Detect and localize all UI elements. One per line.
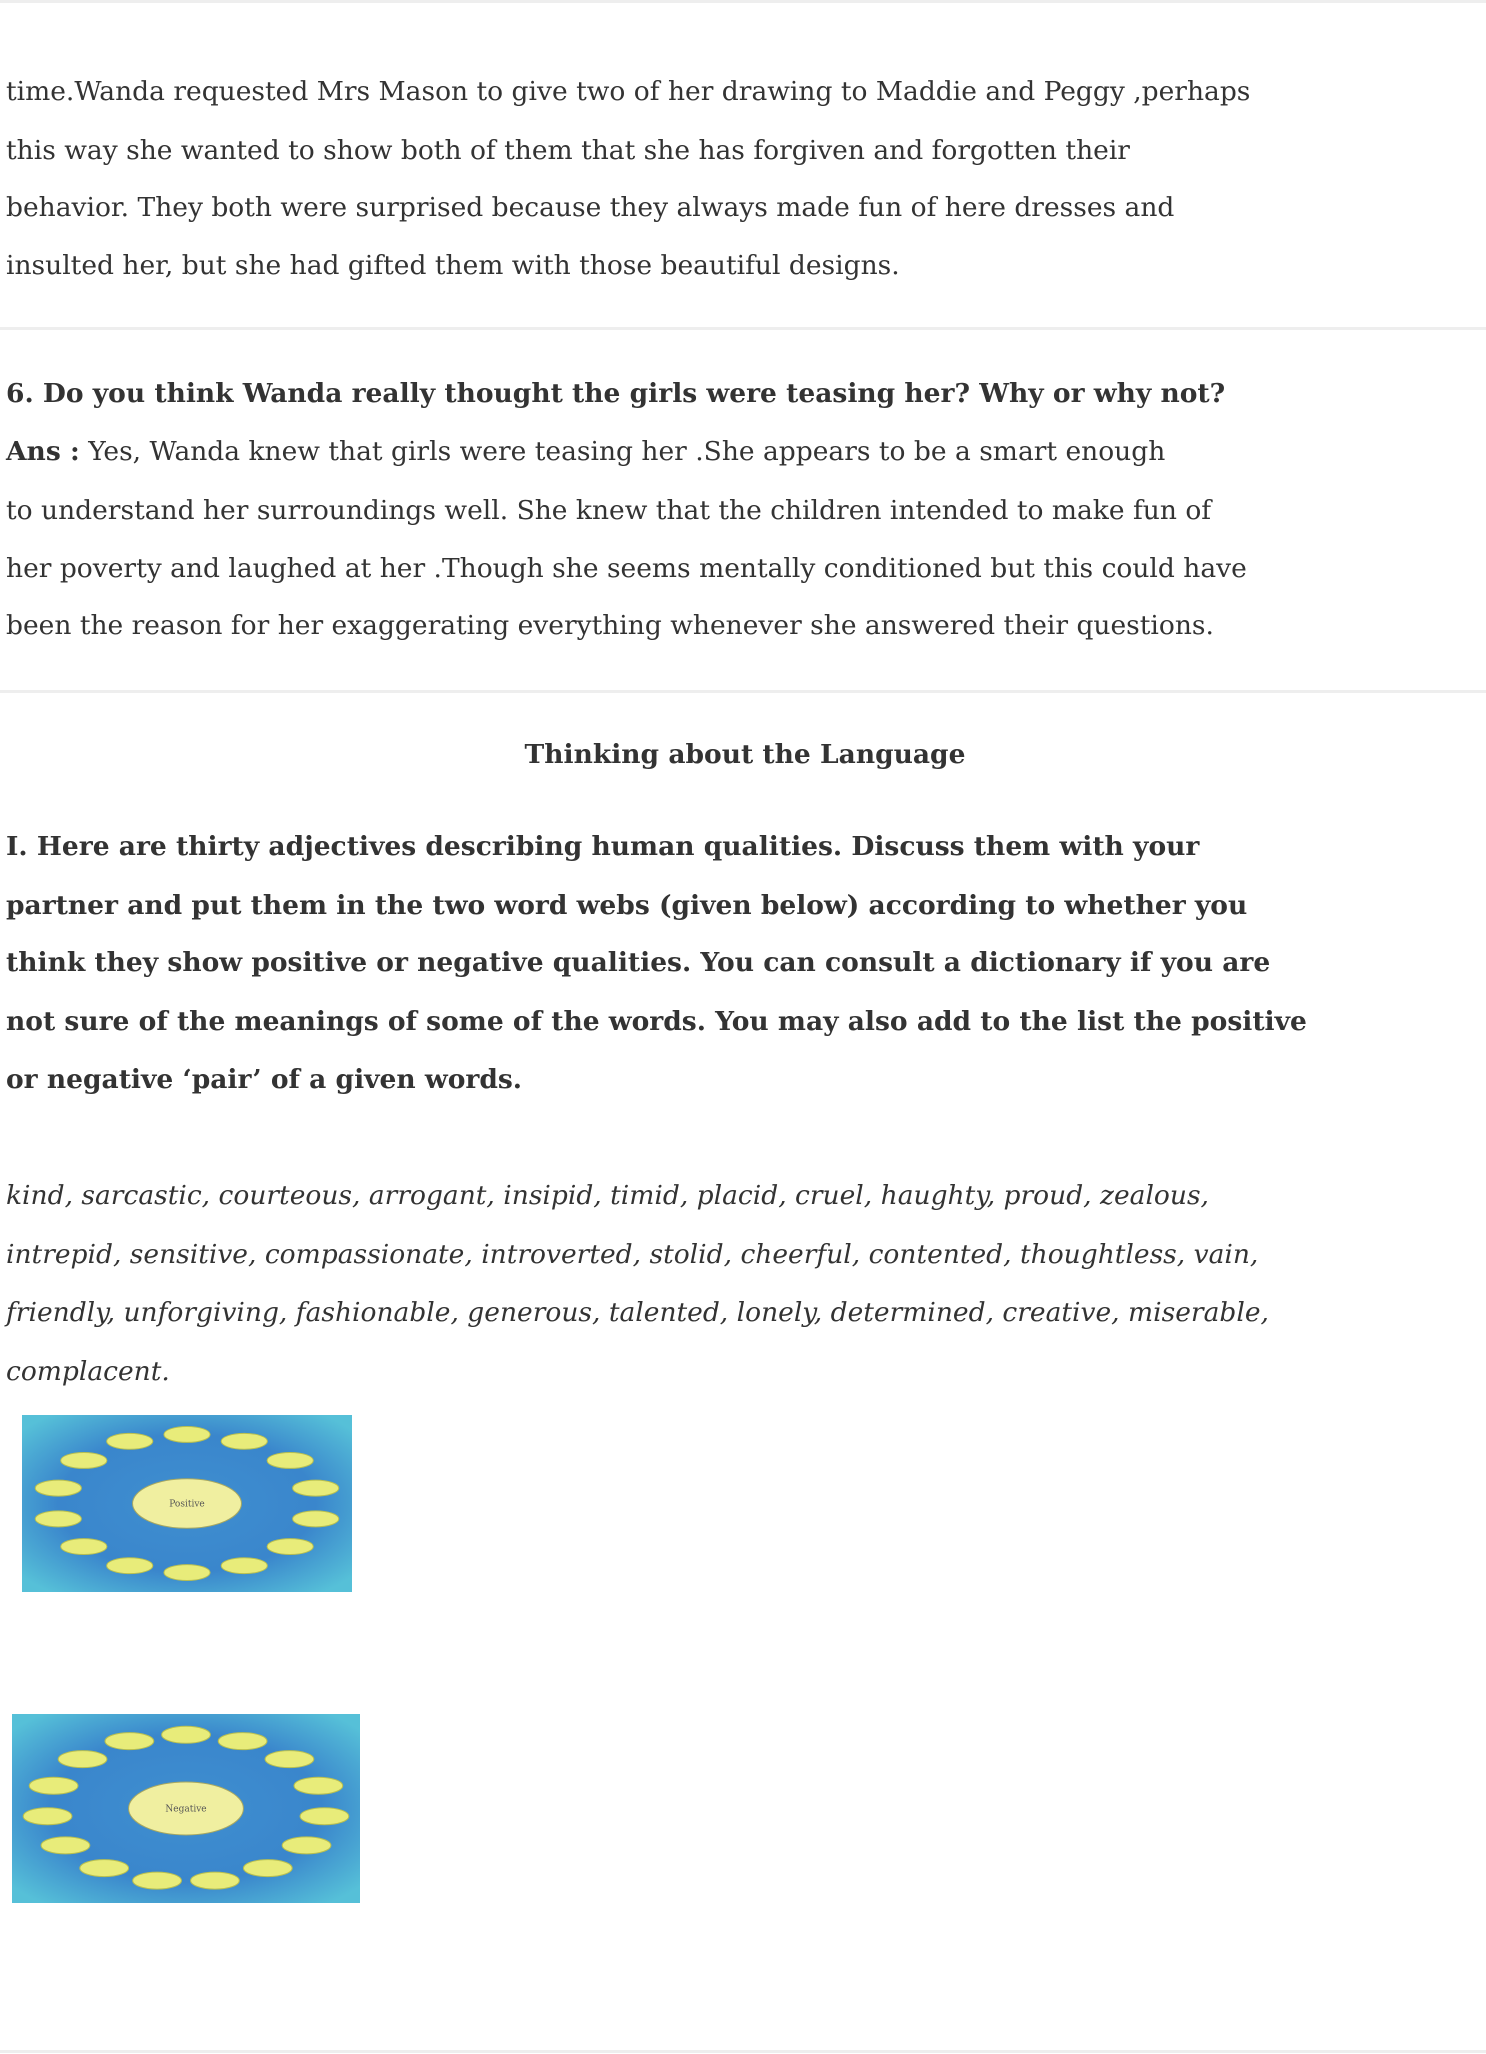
word-bubble	[294, 1777, 343, 1794]
instruction-line: not sure of the meanings of some of the words. You may also add to the list the positive	[6, 1006, 1307, 1037]
word-bubble	[293, 1511, 339, 1527]
word-bubble	[162, 1726, 211, 1743]
instruction-line: think they show positive or negative qualities. You can consult a dictionary if you are	[6, 947, 1271, 978]
word-bubble	[105, 1733, 154, 1750]
answer-6-line: her poverty and laughed at her .Though she seems mentally conditioned but this could have	[6, 553, 1247, 584]
answer-5-line: this way she wanted to show both of them that she has forgiven and forgotten their	[6, 135, 1130, 166]
answer-6-line: been the reason for her exaggerating everything whenever she answered their questions.	[6, 610, 1214, 641]
adjective-line: intrepid, sensitive, compassionate, introverted, stolid, cheerful, contented, thoughtless, vain,	[6, 1239, 1259, 1270]
divider	[0, 327, 1486, 330]
web-label: Negative	[165, 1804, 207, 1815]
ans-label: Ans :	[6, 436, 80, 467]
divider	[0, 690, 1486, 693]
answer-6-line: to understand her surroundings well. She knew that the children intended to make fun of	[6, 495, 1212, 526]
instruction-line: partner and put them in the two word webs (given below) according to whether you	[6, 890, 1248, 921]
word-bubble	[243, 1860, 292, 1877]
word-bubble	[221, 1558, 267, 1574]
word-bubble	[282, 1837, 331, 1854]
divider-bottom	[0, 2050, 1486, 2053]
word-bubble	[61, 1539, 107, 1555]
word-bubble	[267, 1539, 313, 1555]
question-6: 6. Do you think Wanda really thought the girls were teasing her? Why or why not?	[6, 378, 1226, 409]
word-bubble	[221, 1433, 267, 1449]
word-bubble	[61, 1452, 107, 1468]
word-bubble	[107, 1433, 153, 1449]
word-bubble	[265, 1751, 314, 1768]
instruction-line: I. Here are thirty adjectives describing human qualities. Discuss them with your	[6, 831, 1200, 862]
section-heading: Thinking about the Language	[524, 739, 966, 770]
adjective-line: kind, sarcastic, courteous, arrogant, insipid, timid, placid, cruel, haughty, proud, zealous,	[6, 1180, 1209, 1211]
word-bubble	[267, 1452, 313, 1468]
word-bubble	[218, 1733, 267, 1750]
answer-5-line: insulted her, but she had gifted them with those beautiful designs.	[6, 250, 900, 281]
word-bubble	[300, 1808, 349, 1825]
word-bubble	[35, 1511, 81, 1527]
web-label: Positive	[169, 1499, 205, 1510]
answer-6-line	[6, 432, 1165, 472]
word-bubble	[29, 1777, 78, 1794]
word-bubble	[35, 1480, 81, 1496]
negative-word-web	[12, 1714, 360, 1903]
divider-top	[0, 0, 1486, 3]
adjective-line: complacent.	[6, 1356, 170, 1387]
word-bubble	[293, 1480, 339, 1496]
word-bubble	[164, 1427, 210, 1443]
adjective-line: friendly, unforgiving, fashionable, generous, talented, lonely, determined, creative, miserable,	[6, 1297, 1269, 1328]
word-bubble	[107, 1558, 153, 1574]
word-bubble	[80, 1860, 129, 1877]
answer-5-line: time.Wanda requested Mrs Mason to give two of her drawing to Maddie and Peggy ,perhaps	[6, 76, 1251, 107]
word-bubble	[133, 1872, 182, 1889]
word-bubble	[191, 1872, 240, 1889]
answer-5-line: behavior. They both were surprised because they always made fun of here dresses and	[6, 192, 1175, 223]
positive-word-web	[22, 1415, 352, 1592]
word-bubble	[41, 1837, 90, 1854]
word-bubble	[164, 1565, 210, 1581]
word-bubble	[23, 1808, 72, 1825]
answer-6-text: Yes, Wanda knew that girls were teasing her .She appears to be a smart enough	[79, 436, 1166, 467]
instruction-line: or negative ‘pair’ of a given words.	[6, 1064, 523, 1095]
word-bubble	[58, 1751, 107, 1768]
